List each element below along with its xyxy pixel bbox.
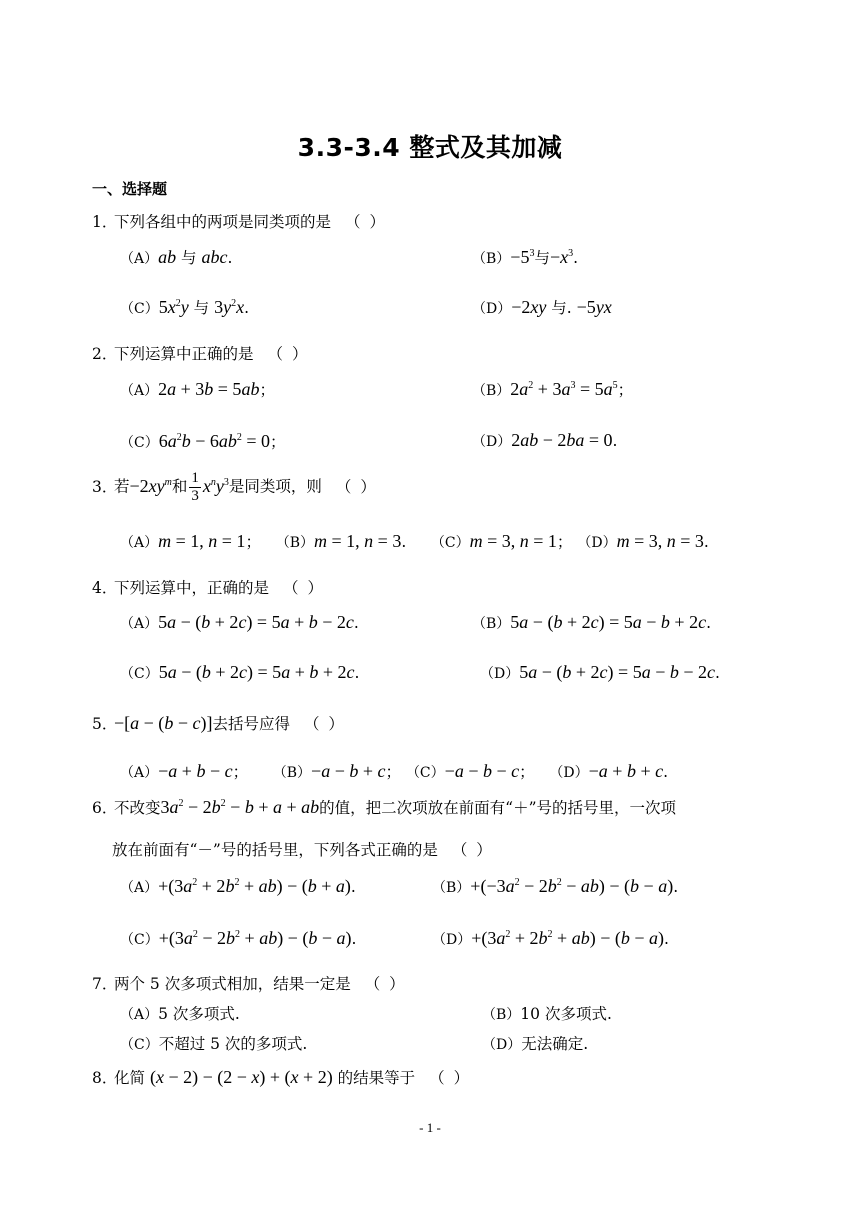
q4-option-b: （B）5a − (b + 2c) = 5a − b + 2c. [472, 612, 712, 632]
q7-option-d: （D）无法确定. [482, 1035, 589, 1053]
q5-options: （A）−a + b − c； （B）−a − b + c； （C）−a − b − c； （D）−a + b + c. [120, 761, 669, 781]
q2-option-d: （D）2ab − 2ba = 0. [472, 430, 618, 450]
q2-option-a: （A）2a + 3b = 5ab； [120, 379, 275, 399]
q7-option-b: （B）10 次多项式. [482, 1005, 612, 1023]
q4-option-a: （A）5a − (b + 2c) = 5a + b − 2c. [120, 612, 359, 632]
question-2: 2．下列运算中正确的是 （ ） [92, 345, 310, 363]
question-7: 7．两个 5 次多项式相加，结果一定是 （ ） [92, 975, 407, 993]
answer-blank: （ ） [345, 213, 387, 231]
question-text: 下列各组中的两项是同类项的是 [114, 213, 332, 231]
question-6: 6．不改变$3a^2 - 2b^2 - b + a$ + ab的值，把二次项放在前面有“＋”号的括号里，一次项 [92, 797, 676, 817]
question-8: 8．化简 (x − 2) − (2 − x) + (x + 2) 的结果等于 （ ） [92, 1067, 472, 1087]
question-4: 4．下列运算中，正确的是 （ ） [92, 579, 325, 597]
q7-option-c: （C）不超过 5 次的多项式. [120, 1035, 308, 1053]
question-3: 3．若$-2xy^m$和 $\frac{1}{3}$ $x^ny^3$是同类项，则 （ ） [92, 470, 378, 504]
q1-option-a: （A）ab 与 abc. [120, 247, 233, 267]
page-title: 3.3-3.4 整式及其加减 [297, 133, 563, 162]
q1-option-c: $(C)5x^2y$ 与 $3y^2x$. [120, 297, 250, 317]
question-1 [92, 210, 387, 232]
q2-option-b: $(B)2a^2 + 3a^3 = 5a^5$； [472, 379, 634, 399]
question-number: 1． [92, 213, 118, 231]
question-6-line-2: 放在前面有“－”号的括号里，下列各式正确的是 （ ） [112, 841, 494, 859]
q4-option-d: （D）5a − (b + 2c) = 5a − b − 2c. [480, 662, 720, 682]
q4-option-c: （C）5a − (b + 2c) = 5a + b + 2c. [120, 662, 360, 682]
page-number: - 1 - [419, 1120, 441, 1135]
q1-option-b: $(B)-5^3$与$-x^3$. [472, 247, 579, 267]
question-5: 5．−[a − (b − c)]去括号应得 （ ） [92, 713, 346, 733]
q6-option-c: $(C)+(3a^2 - 2b^2 + ab) - (b - a)$. [120, 928, 357, 948]
q1-option-d: （D）−2xy 与. −5yx [472, 297, 612, 317]
q7-option-a: （A）5 次多项式. [120, 1005, 240, 1023]
q3-options: （A）m = 1, n = 1； （B）m = 1, n = 3. （C）m = 3, n = 1； （D）m = 3, n = 3. [120, 531, 709, 551]
q6-option-b: $(B)+(-3a^2 - 2b^2 - ab) - (b - a)$. [432, 876, 679, 896]
q6-option-a: $(A)+(3a^2 + 2b^2 + ab) - (b + a)$. [120, 876, 356, 896]
q6-option-d: $(D)+(3a^2 + 2b^2 + ab) - (b - a)$. [432, 928, 669, 948]
section-heading: 一、选择题 [92, 180, 168, 198]
q2-option-c: $(C)6a^2b - 6ab^2 = 0$； [120, 431, 286, 451]
